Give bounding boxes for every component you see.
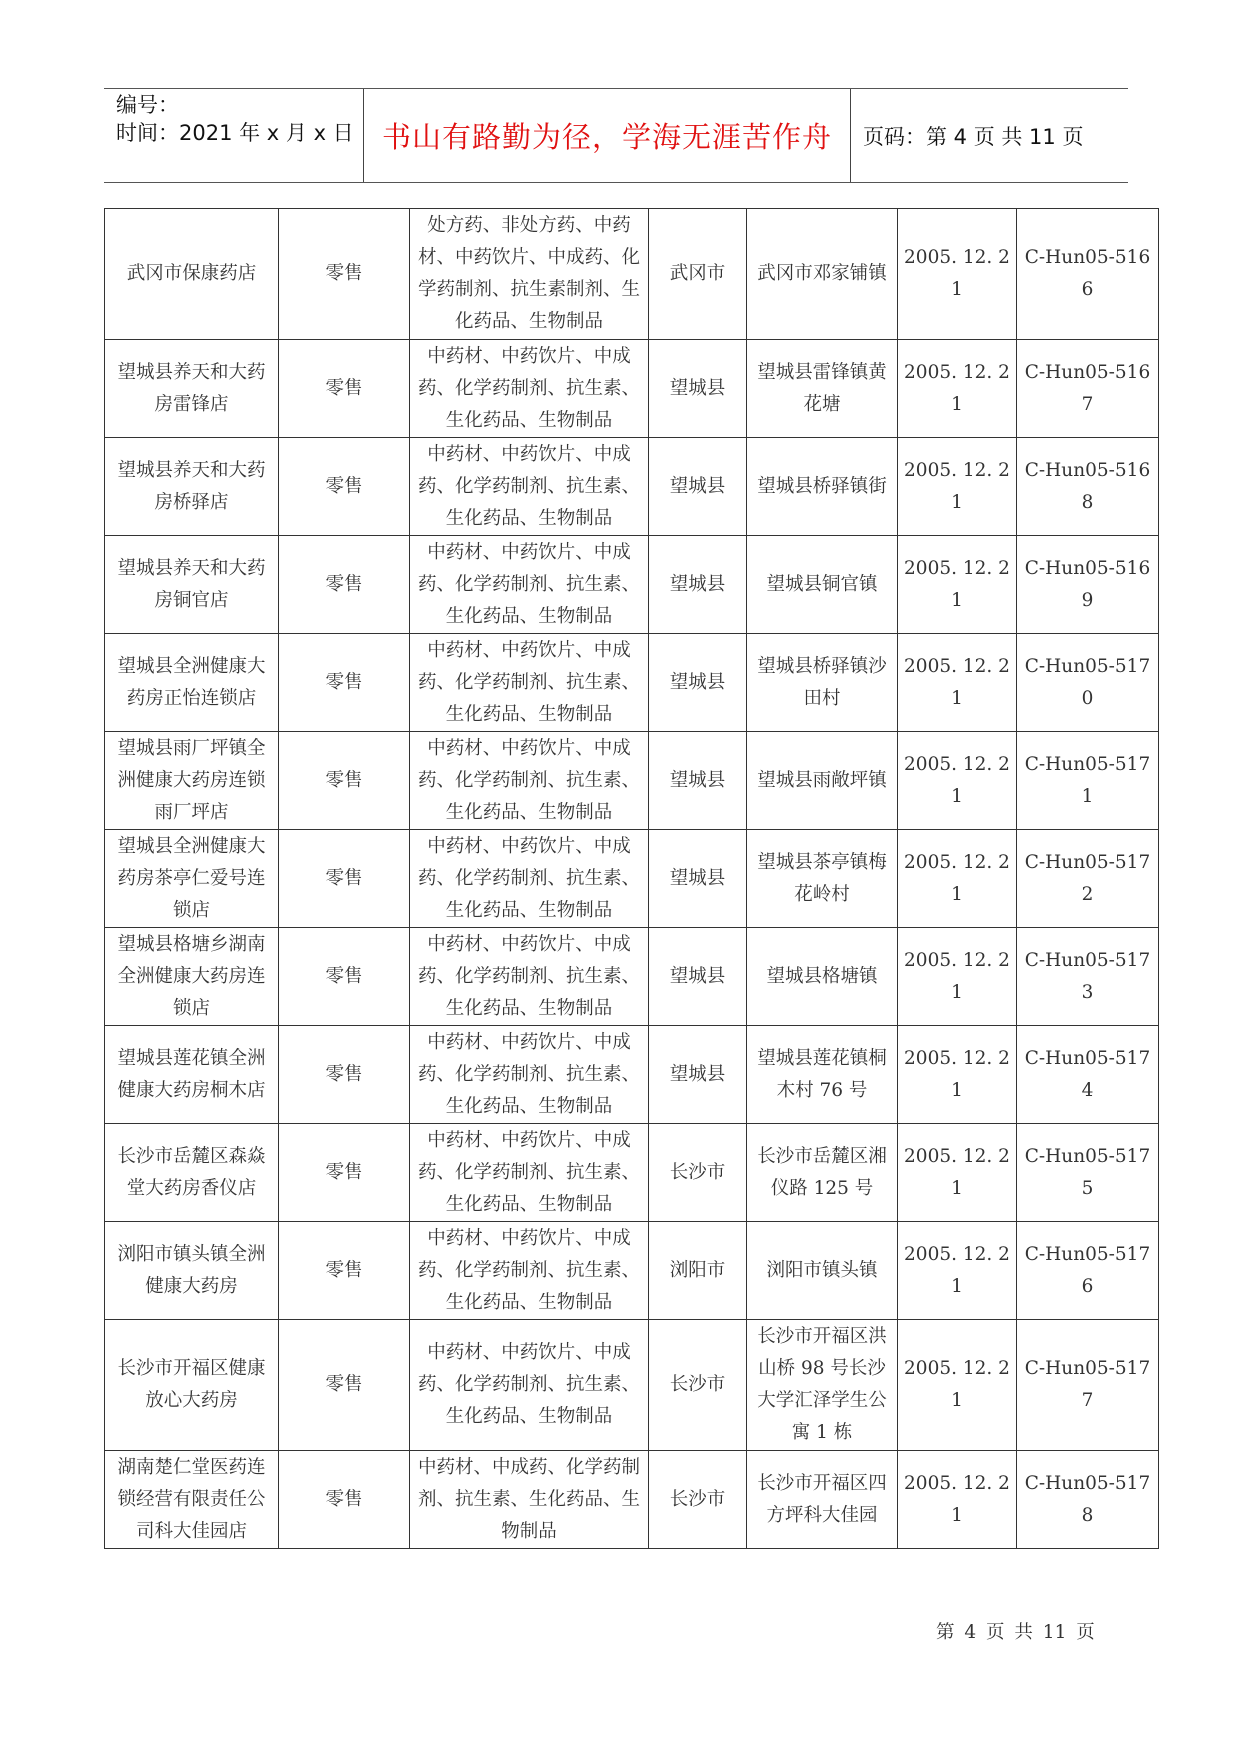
address-cell: 望城县茶亭镇梅花岭村 [747,830,898,928]
business-type-cell: 零售 [279,340,410,438]
business-type-cell: 零售 [279,1124,410,1222]
table-row [105,732,1159,830]
date-cell: 2005. 12. 21 [898,1320,1017,1451]
address-cell: 武冈市邓家铺镇 [747,209,898,340]
business-type-cell: 零售 [279,928,410,1026]
serial-label: 编号： [116,93,179,117]
business-scope-cell: 中药材、中药饮片、中成药、化学药制剂、抗生素、生化药品、生物制品 [410,536,649,634]
certificate-code-cell: C-Hun05-5173 [1017,928,1159,1026]
date-cell: 2005. 12. 21 [898,732,1017,830]
store-name-cell: 浏阳市镇头镇全洲健康大药房 [105,1222,279,1320]
certificate-code-cell: C-Hun05-5176 [1017,1222,1159,1320]
business-type-cell: 零售 [279,634,410,732]
region-cell: 望城县 [649,438,747,536]
table-row [105,830,1159,928]
table-row [105,1222,1159,1320]
certificate-code-cell: C-Hun05-5171 [1017,732,1159,830]
store-name-cell: 望城县养天和大药房雷锋店 [105,340,279,438]
region-cell: 武冈市 [649,209,747,340]
header-page-label: 页码：第 4 页 共 11 页 [863,124,1084,149]
address-cell: 长沙市岳麓区湘仪路 125 号 [747,1124,898,1222]
business-scope-cell: 中药材、中药饮片、中成药、化学药制剂、抗生素、生化药品、生物制品 [410,634,649,732]
business-scope-cell: 中药材、中药饮片、中成药、化学药制剂、抗生素、生化药品、生物制品 [410,1320,649,1451]
business-scope-cell: 中药材、中药饮片、中成药、化学药制剂、抗生素、生化药品、生物制品 [410,438,649,536]
store-name-cell: 长沙市开福区健康放心大药房 [105,1320,279,1451]
date-cell: 2005. 12. 21 [898,1451,1017,1549]
table-row [105,1320,1159,1451]
business-type-cell: 零售 [279,1026,410,1124]
certificate-code-cell: C-Hun05-5166 [1017,209,1159,340]
certificate-code-cell: C-Hun05-5174 [1017,1026,1159,1124]
business-type-cell: 零售 [279,536,410,634]
table-row [105,928,1159,1026]
address-cell: 望城县莲花镇桐木村 76 号 [747,1026,898,1124]
business-scope-cell: 中药材、中药饮片、中成药、化学药制剂、抗生素、生化药品、生物制品 [410,1124,649,1222]
certificate-code-cell: C-Hun05-5177 [1017,1320,1159,1451]
business-scope-cell: 中药材、中药饮片、中成药、化学药制剂、抗生素、生化药品、生物制品 [410,1222,649,1320]
table-row [105,1026,1159,1124]
page-header [104,88,1128,183]
business-scope-cell: 中药材、中成药、化学药制剂、抗生素、生化药品、生物制品 [410,1451,649,1549]
certificate-code-cell: C-Hun05-5172 [1017,830,1159,928]
certificate-code-cell: C-Hun05-5178 [1017,1451,1159,1549]
table-row [105,1451,1159,1549]
certificate-code-cell: C-Hun05-5175 [1017,1124,1159,1222]
region-cell: 浏阳市 [649,1222,747,1320]
store-name-cell: 长沙市岳麓区森焱堂大药房香仪店 [105,1124,279,1222]
date-cell: 2005. 12. 21 [898,634,1017,732]
header-motto: 书山有路勤为径，学海无涯苦作舟 [364,89,851,182]
address-cell: 望城县雨敞坪镇 [747,732,898,830]
business-scope-cell: 中药材、中药饮片、中成药、化学药制剂、抗生素、生化药品、生物制品 [410,830,649,928]
region-cell: 望城县 [649,340,747,438]
certificate-code-cell: C-Hun05-5168 [1017,438,1159,536]
address-cell: 浏阳市镇头镇 [747,1222,898,1320]
date-cell: 2005. 12. 21 [898,1026,1017,1124]
business-scope-cell: 中药材、中药饮片、中成药、化学药制剂、抗生素、生化药品、生物制品 [410,732,649,830]
date-cell: 2005. 12. 21 [898,1124,1017,1222]
address-cell: 望城县桥驿镇街 [747,438,898,536]
business-type-cell: 零售 [279,438,410,536]
store-name-cell: 望城县莲花镇全洲健康大药房桐木店 [105,1026,279,1124]
store-name-cell: 望城县雨厂坪镇全洲健康大药房连锁雨厂坪店 [105,732,279,830]
business-scope-cell: 中药材、中药饮片、中成药、化学药制剂、抗生素、生化药品、生物制品 [410,340,649,438]
table-row [105,536,1159,634]
pharmacy-table [104,208,1159,1549]
business-scope-cell: 处方药、非处方药、中药材、中药饮片、中成药、化学药制剂、抗生素制剂、生化药品、生物制品 [410,209,649,340]
store-name-cell: 湖南楚仁堂医药连锁经营有限责任公司科大佳园店 [105,1451,279,1549]
region-cell: 望城县 [649,634,747,732]
store-name-cell: 望城县全洲健康大药房正怡连锁店 [105,634,279,732]
address-cell: 望城县铜官镇 [747,536,898,634]
business-type-cell: 零售 [279,209,410,340]
region-cell: 望城县 [649,928,747,1026]
header-meta [104,89,364,182]
table-row [105,209,1159,340]
store-name-cell: 武冈市保康药店 [105,209,279,340]
business-scope-cell: 中药材、中药饮片、中成药、化学药制剂、抗生素、生化药品、生物制品 [410,1026,649,1124]
store-name-cell: 望城县全洲健康大药房茶亭仁爱号连锁店 [105,830,279,928]
address-cell: 长沙市开福区四方坪科大佳园 [747,1451,898,1549]
address-cell: 望城县雷锋镇黄花塘 [747,340,898,438]
date-cell: 2005. 12. 21 [898,1222,1017,1320]
certificate-code-cell: C-Hun05-5169 [1017,536,1159,634]
table-row [105,340,1159,438]
business-type-cell: 零售 [279,1451,410,1549]
table-body [105,209,1159,1549]
business-type-cell: 零售 [279,732,410,830]
region-cell: 望城县 [649,536,747,634]
business-type-cell: 零售 [279,830,410,928]
business-type-cell: 零售 [279,1320,410,1451]
region-cell: 望城县 [649,1026,747,1124]
store-name-cell: 望城县养天和大药房桥驿店 [105,438,279,536]
certificate-code-cell: C-Hun05-5167 [1017,340,1159,438]
date-cell: 2005. 12. 21 [898,536,1017,634]
region-cell: 望城县 [649,830,747,928]
region-cell: 长沙市 [649,1124,747,1222]
date-cell: 2005. 12. 21 [898,830,1017,928]
table-row [105,438,1159,536]
address-cell: 望城县格塘镇 [747,928,898,1026]
date-cell: 2005. 12. 21 [898,209,1017,340]
date-cell: 2005. 12. 21 [898,928,1017,1026]
store-name-cell: 望城县格塘乡湖南全洲健康大药房连锁店 [105,928,279,1026]
business-scope-cell: 中药材、中药饮片、中成药、化学药制剂、抗生素、生化药品、生物制品 [410,928,649,1026]
region-cell: 长沙市 [649,1451,747,1549]
page-footer: 第 4 页 共 11 页 [936,1622,1095,1643]
address-cell: 长沙市开福区洪山桥 98 号长沙大学汇泽学生公寓 1 栋 [747,1320,898,1451]
date-cell: 2005. 12. 21 [898,340,1017,438]
business-type-cell: 零售 [279,1222,410,1320]
time-label: 时间：2021 年 x 月 x 日 [116,121,354,145]
date-cell: 2005. 12. 21 [898,438,1017,536]
table-row [105,634,1159,732]
certificate-code-cell: C-Hun05-5170 [1017,634,1159,732]
region-cell: 长沙市 [649,1320,747,1451]
address-cell: 望城县桥驿镇沙田村 [747,634,898,732]
table-row [105,1124,1159,1222]
store-name-cell: 望城县养天和大药房铜官店 [105,536,279,634]
region-cell: 望城县 [649,732,747,830]
